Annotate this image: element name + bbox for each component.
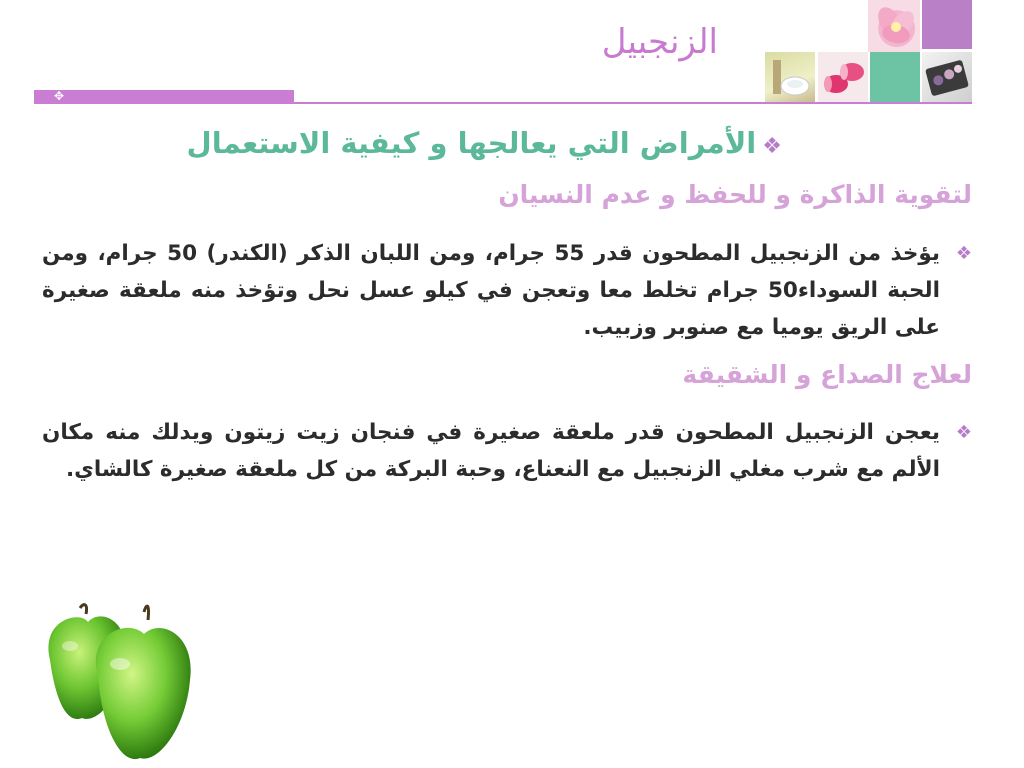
makeup-palette-image <box>922 52 972 102</box>
purple-tile <box>922 0 972 49</box>
diamond-bullet-icon: ❖ <box>762 134 782 159</box>
paragraph-text: يؤخذ من الزنجبيل المطحون قدر 55 جرام، ومن اللبان الذكر (الكندر) 50 جرام، ومن الحبة السوداء50 جرام تخلط معا وتعجن في كيلو عسل نحل وتؤخذ منه ملعقة صغيرة على الريق يوميا مع صنوبر وزبيب. <box>42 241 940 340</box>
diamond-bullet-icon: ❖ <box>955 422 972 443</box>
bullet-paragraph-memory <box>40 235 972 346</box>
diamond-bullet-icon: ❖ <box>955 243 972 264</box>
section-heading-memory: لتقوية الذاكرة و للحفظ و عدم النسيان <box>498 180 972 209</box>
paragraph-text: يعجن الزنجبيل المطحون قدر ملعقة صغيرة في فنجان زيت زيتون ويدلك منه مكان الألم مع شرب مغلي الزنجبيل مع النعناع، وحبة البركة من كل ملعقة صغيرة كالشاي. <box>42 420 940 482</box>
slide-subtitle <box>150 126 782 161</box>
diamond-bullet-icon: ✥ <box>53 89 65 103</box>
slide-title: الزنجبيل <box>601 22 718 62</box>
hair-rollers-image <box>818 52 868 102</box>
section-heading-headache: لعلاج الصداع و الشقيقة <box>682 360 972 389</box>
flower-image <box>868 0 920 52</box>
green-apples-image <box>40 600 200 768</box>
header-divider <box>34 102 972 104</box>
subtitle-text: الأمراض التي يعالجها و كيفية الاستعمال <box>186 126 757 160</box>
green-tile <box>870 52 920 102</box>
lamp-image <box>765 52 815 102</box>
bullet-paragraph-headache <box>40 414 972 488</box>
